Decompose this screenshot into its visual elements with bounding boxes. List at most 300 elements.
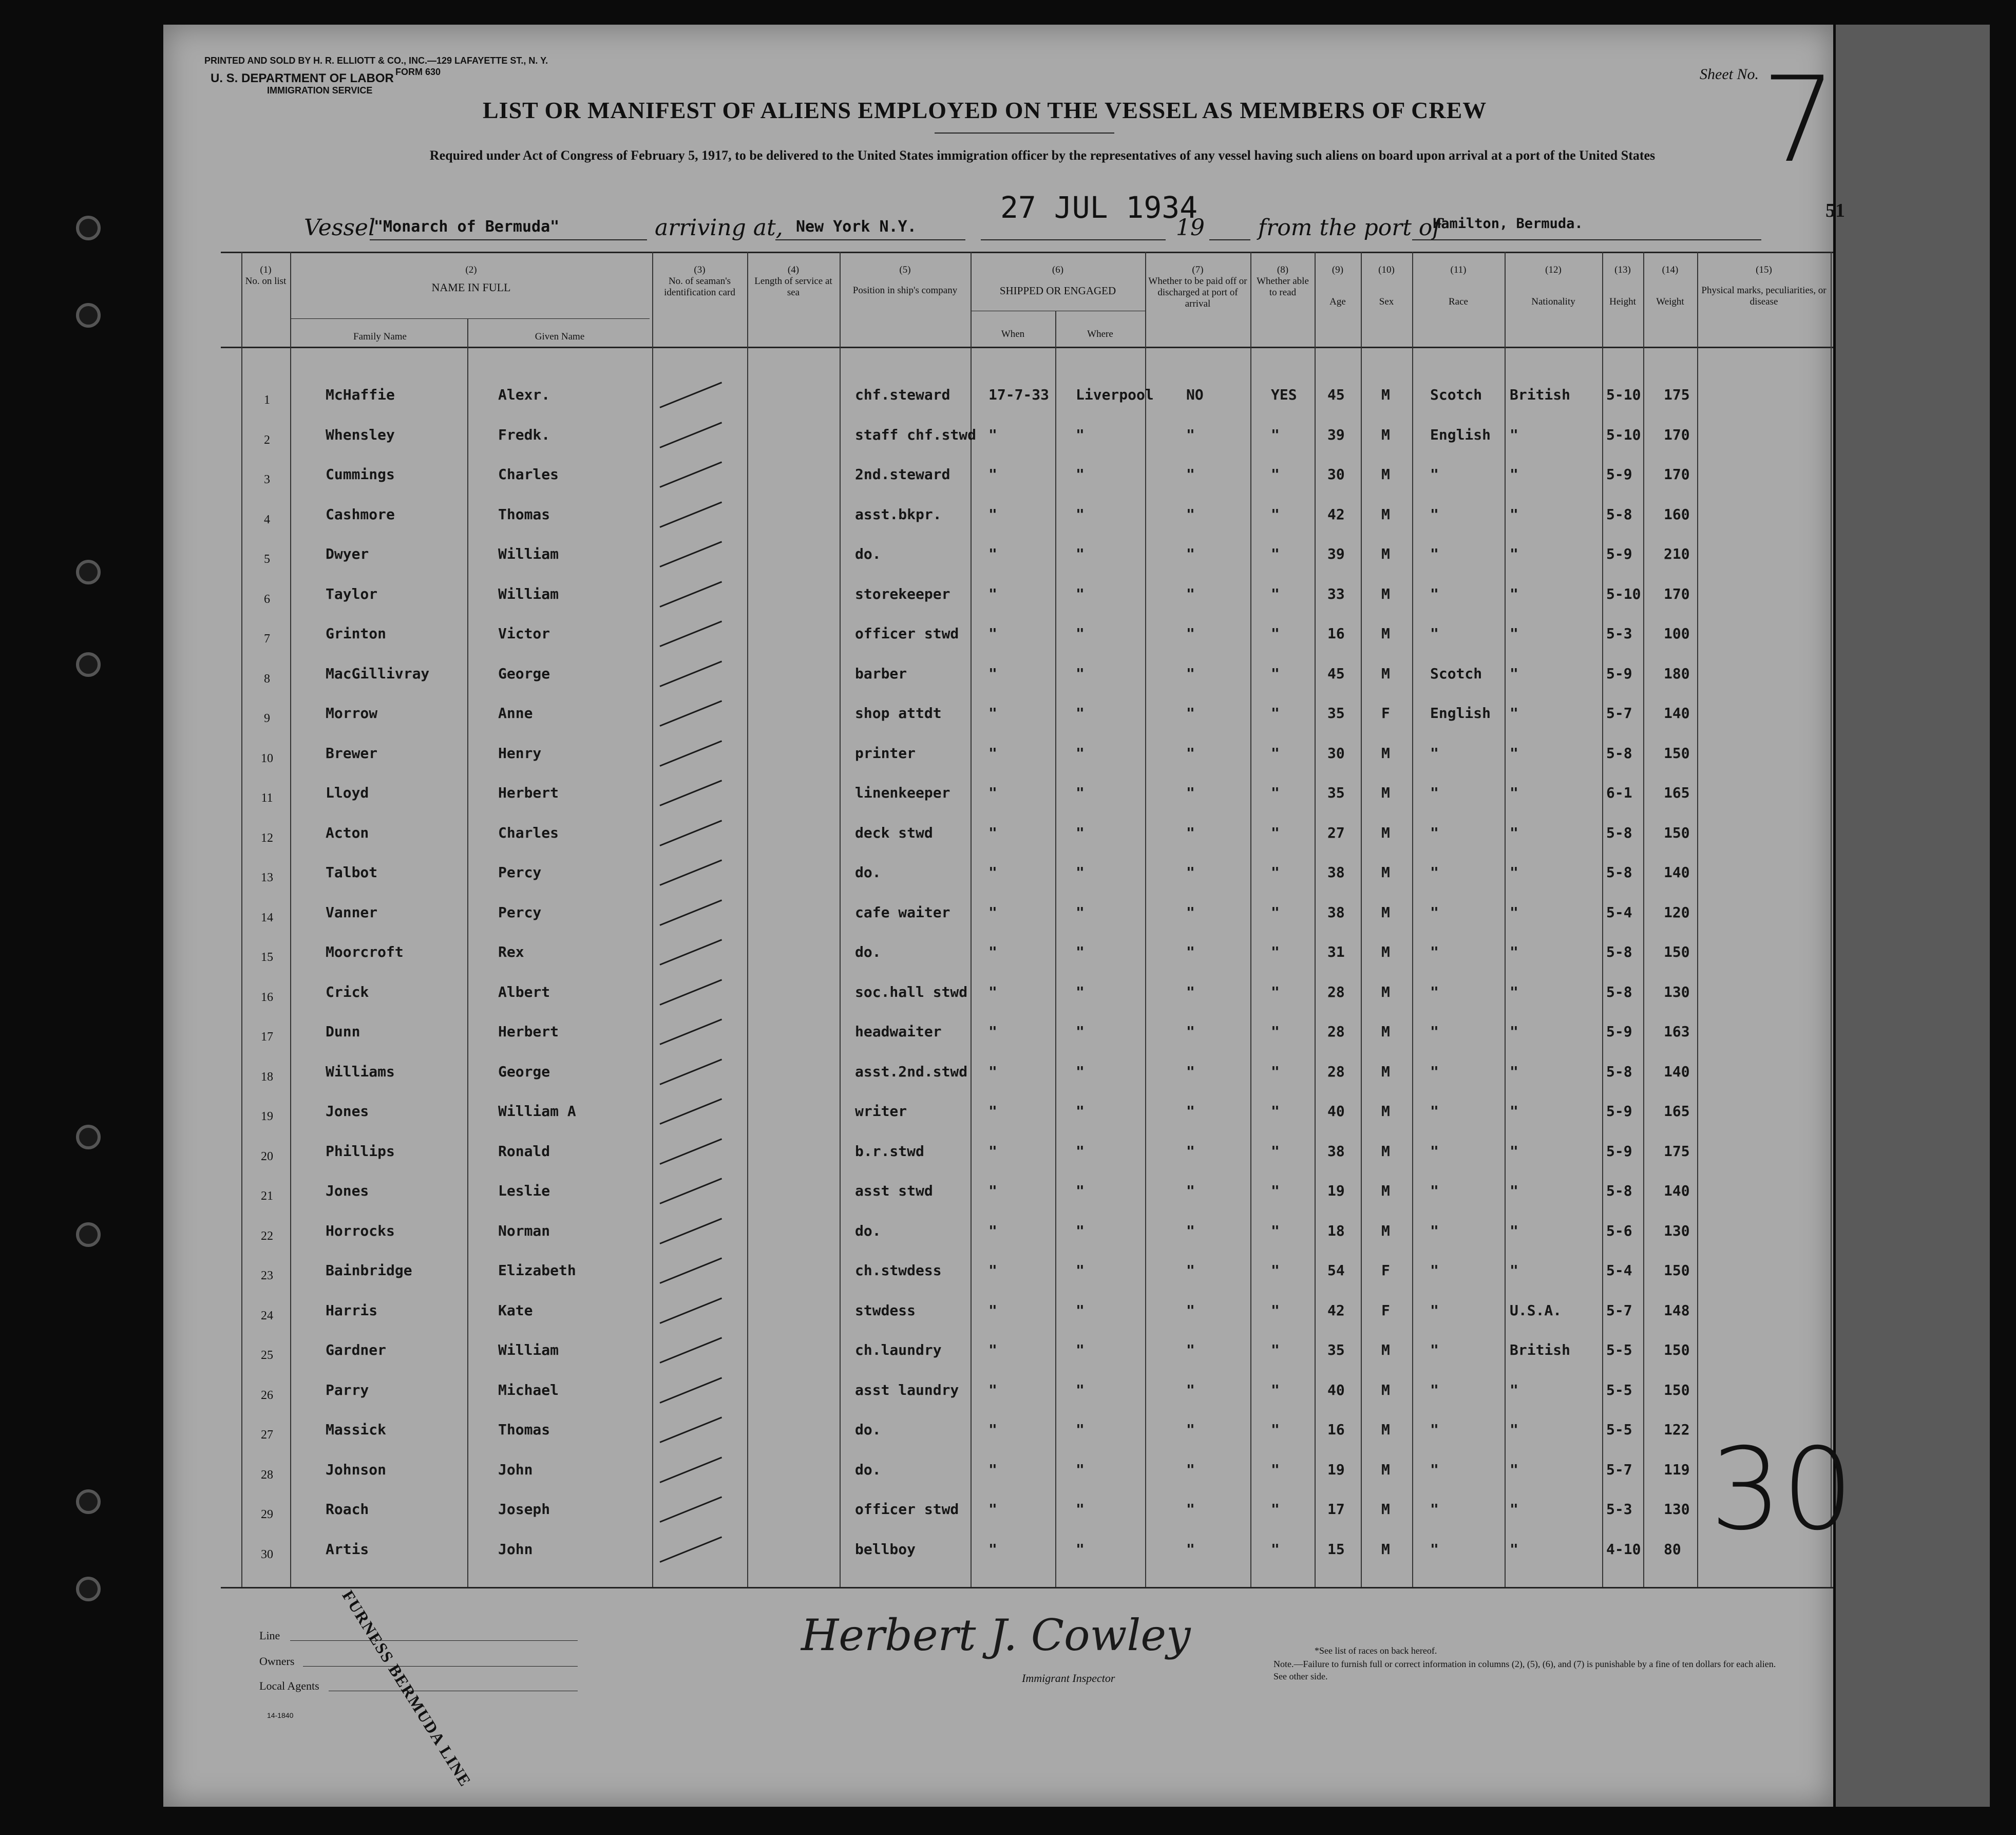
row-number-cell: 20 xyxy=(261,1150,273,1163)
shipped-when-cell: 17-7-33 xyxy=(988,386,1050,403)
family-name-cell: Brewer xyxy=(326,745,378,762)
sex-cell: M xyxy=(1381,1222,1390,1239)
sex-cell: M xyxy=(1381,1023,1390,1040)
able-to-read-cell: " xyxy=(1271,864,1280,881)
paid-off-cell: " xyxy=(1186,904,1195,921)
given-name-cell: Michael xyxy=(498,1382,559,1398)
inspector-label: Immigrant Inspector xyxy=(1022,1672,1115,1685)
punch-hole xyxy=(76,216,101,240)
weight-cell: 150 xyxy=(1664,1341,1690,1358)
col-header-marks: (15) Physical marks, peculiarities, or disease xyxy=(1701,264,1827,307)
age-cell: 38 xyxy=(1327,1143,1345,1160)
given-name-cell: William xyxy=(498,545,559,562)
nationality-cell: " xyxy=(1510,745,1518,762)
height-cell: 5-5 xyxy=(1606,1421,1632,1438)
position-cell: officer stwd xyxy=(855,1501,959,1518)
height-cell: 5-10 xyxy=(1606,426,1641,443)
paid-off-cell: " xyxy=(1186,625,1195,642)
sheet-number: 7 xyxy=(1761,52,1837,189)
col-rule xyxy=(840,252,841,1587)
race-cell: " xyxy=(1430,1501,1439,1518)
height-cell: 5-9 xyxy=(1606,545,1632,562)
age-cell: 30 xyxy=(1327,466,1345,483)
weight-cell: 163 xyxy=(1664,1023,1690,1040)
weight-cell: 165 xyxy=(1664,784,1690,801)
punch-hole xyxy=(76,1489,101,1514)
given-name-cell: Herbert xyxy=(498,784,559,801)
sex-cell: M xyxy=(1381,1341,1390,1358)
age-cell: 27 xyxy=(1327,824,1345,841)
position-cell: do. xyxy=(855,864,881,881)
shipped-when-cell: " xyxy=(988,545,997,562)
nationality-cell: " xyxy=(1510,1461,1518,1478)
position-cell: headwaiter xyxy=(855,1023,942,1040)
paid-off-cell: " xyxy=(1186,1103,1195,1120)
form-code: 14-1840 xyxy=(267,1711,294,1719)
row-number-cell: 6 xyxy=(264,593,270,606)
col-rule xyxy=(652,252,653,1587)
shipped-where-cell: " xyxy=(1076,983,1085,1000)
paid-off-cell: " xyxy=(1186,745,1195,762)
weight-cell: 180 xyxy=(1664,665,1690,682)
race-cell: " xyxy=(1430,1382,1439,1398)
able-to-read-cell: " xyxy=(1271,1262,1280,1279)
shipped-where-cell: " xyxy=(1076,1302,1085,1319)
sex-cell: M xyxy=(1381,745,1390,762)
weight-cell: 150 xyxy=(1664,1382,1690,1398)
races-note: *See list of races on back hereof. xyxy=(1315,1645,1437,1656)
sex-cell: M xyxy=(1381,1182,1390,1199)
race-cell: " xyxy=(1430,1143,1439,1160)
paid-off-cell: " xyxy=(1186,1023,1195,1040)
paid-off-cell: " xyxy=(1186,585,1195,602)
row-number-cell: 22 xyxy=(261,1229,273,1243)
row-number-cell: 27 xyxy=(261,1428,273,1442)
height-cell: 5-9 xyxy=(1606,665,1632,682)
race-cell: " xyxy=(1430,1461,1439,1478)
position-cell: ch.stwdess xyxy=(855,1262,942,1279)
able-to-read-cell: " xyxy=(1271,983,1280,1000)
paid-off-cell: " xyxy=(1186,983,1195,1000)
age-cell: 17 xyxy=(1327,1501,1345,1518)
shipped-when-cell: " xyxy=(988,1341,997,1358)
height-cell: 5-3 xyxy=(1606,625,1632,642)
race-cell: " xyxy=(1430,1182,1439,1199)
nationality-cell: " xyxy=(1510,1541,1518,1558)
able-to-read-cell: " xyxy=(1271,426,1280,443)
shipped-where-cell: " xyxy=(1076,745,1085,762)
weight-cell: 175 xyxy=(1664,1143,1690,1160)
sex-cell: M xyxy=(1381,1143,1390,1160)
age-cell: 28 xyxy=(1327,1063,1345,1080)
age-cell: 35 xyxy=(1327,1341,1345,1358)
able-to-read-cell: YES xyxy=(1271,386,1297,403)
given-name-cell: Albert xyxy=(498,983,550,1000)
given-name-cell: Alexr. xyxy=(498,386,550,403)
given-name-cell: Anne xyxy=(498,705,533,722)
age-cell: 38 xyxy=(1327,864,1345,881)
col-header-no: (1) No. on list xyxy=(245,264,287,287)
height-cell: 5-7 xyxy=(1606,705,1632,722)
race-cell: " xyxy=(1430,1023,1439,1040)
shipped-where-cell: " xyxy=(1076,1461,1085,1478)
paid-off-cell: " xyxy=(1186,1461,1195,1478)
from-port: Hamilton, Bermuda. xyxy=(1433,216,1583,232)
sex-cell: M xyxy=(1381,904,1390,921)
height-cell: 5-7 xyxy=(1606,1461,1632,1478)
shipped-when-cell: " xyxy=(988,1182,997,1199)
race-cell: " xyxy=(1430,1341,1439,1358)
weight-cell: 170 xyxy=(1664,426,1690,443)
shipped-when-cell: " xyxy=(988,983,997,1000)
col-rule xyxy=(1505,252,1506,1587)
height-cell: 6-1 xyxy=(1606,784,1632,801)
paid-off-cell: " xyxy=(1186,1421,1195,1438)
shipped-where-cell: " xyxy=(1076,466,1085,483)
col-rule xyxy=(1697,252,1698,1587)
shipped-when-cell: " xyxy=(988,864,997,881)
paid-off-cell: " xyxy=(1186,1222,1195,1239)
race-cell: English xyxy=(1430,426,1491,443)
able-to-read-cell: " xyxy=(1271,1103,1280,1120)
col-rule xyxy=(290,252,291,1587)
shipped-where-cell: " xyxy=(1076,1182,1085,1199)
position-cell: do. xyxy=(855,943,881,960)
nationality-cell: " xyxy=(1510,1182,1518,1199)
given-name-cell: George xyxy=(498,1063,550,1080)
weight-cell: 160 xyxy=(1664,506,1690,523)
age-cell: 28 xyxy=(1327,1023,1345,1040)
age-cell: 38 xyxy=(1327,904,1345,921)
sex-cell: M xyxy=(1381,1461,1390,1478)
weight-cell: 150 xyxy=(1664,1262,1690,1279)
nationality-cell: U.S.A. xyxy=(1510,1302,1562,1319)
able-to-read-cell: " xyxy=(1271,705,1280,722)
col-header-name: (2) NAME IN FULL xyxy=(431,264,511,294)
nationality-cell: " xyxy=(1510,1382,1518,1398)
family-name-cell: Johnson xyxy=(326,1461,387,1478)
shipped-where-cell: " xyxy=(1076,625,1085,642)
given-name-cell: Percy xyxy=(498,904,542,921)
family-name-cell: MacGillivray xyxy=(326,665,430,682)
sex-cell: M xyxy=(1381,1501,1390,1518)
able-to-read-cell: " xyxy=(1271,1023,1280,1040)
owners-label: Owners xyxy=(259,1655,295,1668)
height-cell: 5-3 xyxy=(1606,1501,1632,1518)
family-name-cell: Jones xyxy=(326,1182,369,1199)
row-number-cell: 4 xyxy=(264,513,270,526)
shipped-when-cell: " xyxy=(988,1262,997,1279)
given-name-cell: Charles xyxy=(498,466,559,483)
race-cell: English xyxy=(1430,705,1491,722)
weight-cell: 122 xyxy=(1664,1421,1690,1438)
able-to-read-cell: " xyxy=(1271,1501,1280,1518)
age-cell: 33 xyxy=(1327,585,1345,602)
height-cell: 5-10 xyxy=(1606,386,1641,403)
family-name-cell: Massick xyxy=(326,1421,387,1438)
age-cell: 28 xyxy=(1327,983,1345,1000)
given-name-cell: William xyxy=(498,585,559,602)
row-number-cell: 11 xyxy=(261,791,273,805)
sex-cell: M xyxy=(1381,784,1390,801)
able-to-read-cell: " xyxy=(1271,1382,1280,1398)
shipped-where-cell: " xyxy=(1076,585,1085,602)
able-to-read-cell: " xyxy=(1271,784,1280,801)
nationality-cell: " xyxy=(1510,1103,1518,1120)
able-to-read-cell: " xyxy=(1271,943,1280,960)
row-number-cell: 23 xyxy=(261,1269,273,1282)
paid-off-cell: " xyxy=(1186,705,1195,722)
race-cell: " xyxy=(1430,904,1439,921)
able-to-read-cell: " xyxy=(1271,506,1280,523)
position-cell: officer stwd xyxy=(855,625,959,642)
age-cell: 42 xyxy=(1327,1302,1345,1319)
row-number-cell: 2 xyxy=(264,433,270,447)
nationality-cell: " xyxy=(1510,824,1518,841)
inspector-signature: Herbert J. Cowley xyxy=(801,1610,1191,1660)
sex-cell: M xyxy=(1381,824,1390,841)
sex-cell: F xyxy=(1381,1262,1390,1279)
shipped-where-cell: " xyxy=(1076,426,1085,443)
page-number: 51 xyxy=(1825,200,1845,221)
given-name-cell: Thomas xyxy=(498,1421,550,1438)
nationality-cell: " xyxy=(1510,904,1518,921)
able-to-read-cell: " xyxy=(1271,466,1280,483)
shipped-when-cell: " xyxy=(988,745,997,762)
given-name-cell: Rex xyxy=(498,943,524,960)
nationality-cell: British xyxy=(1510,386,1571,403)
weight-cell: 210 xyxy=(1664,545,1690,562)
age-cell: 40 xyxy=(1327,1103,1345,1120)
col-header-service: (4) Length of service at sea xyxy=(754,264,832,298)
sex-cell: M xyxy=(1381,864,1390,881)
col-header-age: (9) Age xyxy=(1329,264,1346,307)
given-name-cell: George xyxy=(498,665,550,682)
paid-off-cell: " xyxy=(1186,824,1195,841)
given-name-cell: Charles xyxy=(498,824,559,841)
shipped-when-cell: " xyxy=(988,1541,997,1558)
position-cell: 2nd.steward xyxy=(855,466,950,483)
shipped-where-cell: " xyxy=(1076,545,1085,562)
punch-hole xyxy=(76,560,101,584)
nationality-cell: " xyxy=(1510,983,1518,1000)
height-cell: 5-4 xyxy=(1606,1262,1632,1279)
race-cell: " xyxy=(1430,864,1439,881)
col-header-idcard: (3) No. of seaman's identification card xyxy=(664,264,735,298)
arriving-rule xyxy=(775,239,965,240)
shipped-when-cell: " xyxy=(988,784,997,801)
family-name-cell: Whensley xyxy=(326,426,395,443)
family-name-cell: Gardner xyxy=(326,1341,387,1358)
shipped-where-cell: " xyxy=(1076,665,1085,682)
sex-cell: M xyxy=(1381,983,1390,1000)
weight-cell: 150 xyxy=(1664,745,1690,762)
age-cell: 35 xyxy=(1327,705,1345,722)
family-name-cell: Dunn xyxy=(326,1023,360,1040)
nationality-cell: " xyxy=(1510,625,1518,642)
family-name-cell: Williams xyxy=(326,1063,395,1080)
height-cell: 5-9 xyxy=(1606,1023,1632,1040)
col-rule xyxy=(1602,252,1603,1587)
department-name: U. S. DEPARTMENT OF LABOR xyxy=(211,71,394,85)
given-name-cell: Ronald xyxy=(498,1143,550,1160)
weight-cell: 140 xyxy=(1664,1063,1690,1080)
shipped-when-cell: " xyxy=(988,426,997,443)
weight-cell: 150 xyxy=(1664,943,1690,960)
weight-cell: 148 xyxy=(1664,1302,1690,1319)
vessel-label: Vessel xyxy=(304,215,376,241)
given-name-cell: William xyxy=(498,1341,559,1358)
col-rule xyxy=(1643,252,1644,1587)
race-cell: " xyxy=(1430,506,1439,523)
row-number-cell: 30 xyxy=(261,1548,273,1561)
family-name-cell: Bainbridge xyxy=(326,1262,412,1279)
row-number-cell: 12 xyxy=(261,831,273,845)
paid-off-cell: " xyxy=(1186,665,1195,682)
race-cell: " xyxy=(1430,1262,1439,1279)
line-label: Line xyxy=(259,1629,280,1642)
row-number-cell: 28 xyxy=(261,1468,273,1482)
nationality-cell: " xyxy=(1510,506,1518,523)
sex-cell: M xyxy=(1381,665,1390,682)
position-cell: cafe waiter xyxy=(855,904,950,921)
given-name-cell: Leslie xyxy=(498,1182,550,1199)
sex-cell: M xyxy=(1381,1541,1390,1558)
paid-off-cell: NO xyxy=(1186,386,1204,403)
position-cell: shop attdt xyxy=(855,705,942,722)
given-name-cell: Percy xyxy=(498,864,542,881)
age-cell: 39 xyxy=(1327,426,1345,443)
sex-cell: F xyxy=(1381,705,1390,722)
row-number-cell: 9 xyxy=(264,712,270,725)
tally-number: 30 xyxy=(1710,1424,1854,1555)
height-cell: 5-4 xyxy=(1606,904,1632,921)
sex-cell: M xyxy=(1381,1103,1390,1120)
family-name-cell: Artis xyxy=(326,1541,369,1558)
age-cell: 19 xyxy=(1327,1182,1345,1199)
weight-cell: 140 xyxy=(1664,864,1690,881)
col-rule xyxy=(1315,252,1316,1587)
owners-rule xyxy=(303,1666,578,1667)
nationality-cell: " xyxy=(1510,545,1518,562)
weight-cell: 170 xyxy=(1664,585,1690,602)
family-name-cell: Harris xyxy=(326,1302,378,1319)
position-cell: do. xyxy=(855,545,881,562)
family-name-cell: Cummings xyxy=(326,466,395,483)
nationality-cell: " xyxy=(1510,1222,1518,1239)
position-cell: asst.bkpr. xyxy=(855,506,942,523)
shipped-where-cell: " xyxy=(1076,1541,1085,1558)
shipped-when-cell: " xyxy=(988,1421,997,1438)
given-name-cell: Joseph xyxy=(498,1501,550,1518)
nationality-cell: " xyxy=(1510,943,1518,960)
arriving-label: arriving at, xyxy=(655,215,783,241)
paid-off-cell: " xyxy=(1186,1143,1195,1160)
col-rule xyxy=(241,252,242,1587)
able-to-read-cell: " xyxy=(1271,1461,1280,1478)
given-name-cell: Henry xyxy=(498,745,542,762)
subhead-when: When xyxy=(1001,329,1025,339)
subhead-family: Family Name xyxy=(353,331,407,342)
position-cell: storekeeper xyxy=(855,585,950,602)
paid-off-cell: " xyxy=(1186,1302,1195,1319)
race-cell: Scotch xyxy=(1430,665,1482,682)
nationality-cell: " xyxy=(1510,466,1518,483)
race-cell: Scotch xyxy=(1430,386,1482,403)
family-name-cell: Horrocks xyxy=(326,1222,395,1239)
shipped-when-cell: " xyxy=(988,1382,997,1398)
able-to-read-cell: " xyxy=(1271,585,1280,602)
col-header-race: (11) Race xyxy=(1449,264,1468,307)
nationality-cell: " xyxy=(1510,426,1518,443)
paid-off-cell: " xyxy=(1186,943,1195,960)
punch-hole xyxy=(76,652,101,677)
shipped-when-cell: " xyxy=(988,1302,997,1319)
sex-cell: M xyxy=(1381,585,1390,602)
height-cell: 5-8 xyxy=(1606,1063,1632,1080)
height-cell: 5-5 xyxy=(1606,1382,1632,1398)
able-to-read-cell: " xyxy=(1271,1341,1280,1358)
race-cell: " xyxy=(1430,466,1439,483)
nationality-cell: " xyxy=(1510,1421,1518,1438)
shipped-where-cell: " xyxy=(1076,1103,1085,1120)
height-cell: 5-9 xyxy=(1606,1143,1632,1160)
col-rule xyxy=(1412,252,1413,1587)
shipped-where-cell: " xyxy=(1076,1501,1085,1518)
shipped-when-cell: " xyxy=(988,506,997,523)
age-cell: 45 xyxy=(1327,386,1345,403)
sheet-label: Sheet No. xyxy=(1700,66,1759,83)
row-number-cell: 18 xyxy=(261,1070,273,1084)
age-cell: 54 xyxy=(1327,1262,1345,1279)
position-cell: linenkeeper xyxy=(855,784,950,801)
table-header-rule xyxy=(221,347,1833,348)
vessel-name: "Monarch of Bermuda" xyxy=(374,218,560,236)
weight-cell: 150 xyxy=(1664,824,1690,841)
shipped-when-cell: " xyxy=(988,585,997,602)
given-name-cell: Norman xyxy=(498,1222,550,1239)
family-name-cell: Moorcroft xyxy=(326,943,404,960)
race-cell: " xyxy=(1430,1103,1439,1120)
able-to-read-cell: " xyxy=(1271,1143,1280,1160)
col-header-weight: (14) Weight xyxy=(1656,264,1684,307)
row-number-cell: 3 xyxy=(264,473,270,486)
sex-cell: M xyxy=(1381,1421,1390,1438)
race-cell: " xyxy=(1430,983,1439,1000)
family-name-cell: Crick xyxy=(326,983,369,1000)
nationality-cell: British xyxy=(1510,1341,1571,1358)
row-number-cell: 17 xyxy=(261,1030,273,1044)
shipped-where-cell: " xyxy=(1076,943,1085,960)
penalty-note: Note.—Failure to furnish full or correct information in columns (2), (5), (6), and (7) is punishable by a fine of ten dollars for each alien. See other side. xyxy=(1273,1659,1776,1681)
weight-cell: 80 xyxy=(1664,1541,1681,1558)
position-cell: do. xyxy=(855,1461,881,1478)
height-cell: 5-8 xyxy=(1606,506,1632,523)
shipped-when-cell: " xyxy=(988,665,997,682)
shipped-where-cell: " xyxy=(1076,784,1085,801)
shipped-when-cell: " xyxy=(988,1461,997,1478)
paid-off-cell: " xyxy=(1186,1063,1195,1080)
family-name-cell: Vanner xyxy=(326,904,378,921)
able-to-read-cell: " xyxy=(1271,1222,1280,1239)
shipped-when-cell: " xyxy=(988,1222,997,1239)
race-cell: " xyxy=(1430,784,1439,801)
height-cell: 5-8 xyxy=(1606,824,1632,841)
paid-off-cell: " xyxy=(1186,1182,1195,1199)
paid-off-cell: " xyxy=(1186,545,1195,562)
shipped-where-cell: " xyxy=(1076,705,1085,722)
year-rule xyxy=(1209,239,1250,240)
